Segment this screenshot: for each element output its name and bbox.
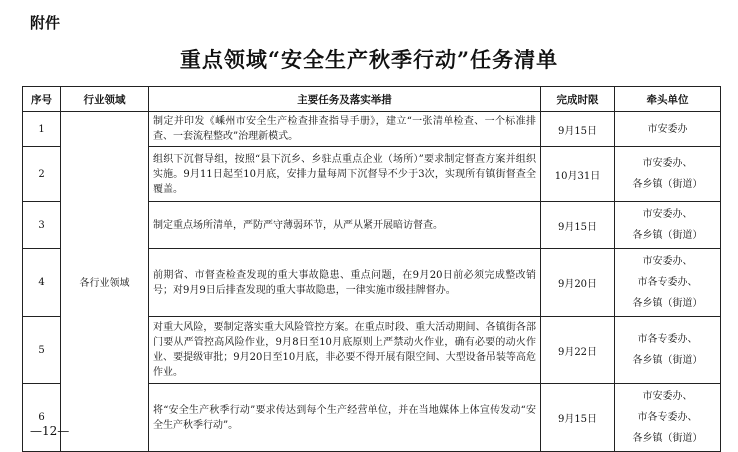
field-cell: 各行业领域: [61, 112, 149, 452]
lead-unit-line: 市安委办、: [642, 391, 693, 402]
row-no: 5: [23, 317, 61, 384]
row-no: 3: [23, 202, 61, 249]
deadline-cell: 9月22日: [541, 317, 615, 384]
task-cell: 组织下沉督导组，按照“县下沉乡、乡驻点重点企业（场所）”要求制定督查方案并组织实施。9月11日起至10月底，安排力量每周下沉督导不少于3次，实现所有镇街督查全覆盖。: [149, 147, 541, 202]
task-cell: 将“安全生产秋季行动”要求传达到每个生产经营单位，并在当地媒体上体宣传发动“安全生产秋季行动”。: [149, 384, 541, 452]
lead-unit-line: 各乡镇（街道）: [632, 298, 703, 309]
header-tasks: 主要任务及落实举措: [149, 87, 541, 112]
task-cell: 制定并印发《嵊州市安全生产检查排查指导手册》，建立“一张清单检查、一个标准排查、一套流程整改”治理新模式。: [149, 112, 541, 147]
lead-unit-line: 各乡镇（街道）: [632, 355, 703, 366]
attachment-label: 附件: [30, 14, 61, 32]
deadline-cell: 10月31日: [541, 147, 615, 202]
document-title: 重点领域“安全生产秋季行动”任务清单: [179, 47, 559, 72]
header-no: 序号: [23, 87, 61, 112]
page-number: —12—: [30, 424, 70, 438]
lead-unit-line: 市安委办、: [642, 158, 693, 169]
table-row: [23, 112, 721, 147]
header-lead-unit: 牵头单位: [615, 87, 721, 112]
lead-unit-cell: [615, 147, 721, 202]
lead-unit-line: 市各专委办、: [637, 412, 698, 423]
table-header-row: [23, 87, 721, 112]
lead-unit-cell: [615, 384, 721, 452]
task-cell: 对重大风险，要制定落实重大风险管控方案。在重点时段、重大活动期间、各镇街各部门要从严管控高风险作业，9月8日至10月底原则上严禁动火作业，确有必要的动火作业、要提级审批；9月20日至10月底，非必要不得开展有限空间、大型设备吊装等高危作业。: [149, 317, 541, 384]
task-cell: 制定重点场所清单，严防严守薄弱环节，从严从紧开展暗访督查。: [149, 202, 541, 249]
lead-unit-line: 市安委办、: [642, 256, 693, 267]
lead-unit-line: 各乡镇（街道）: [632, 433, 703, 444]
lead-unit-cell: [615, 112, 721, 147]
lead-unit-cell: [615, 317, 721, 384]
deadline-cell: 9月15日: [541, 202, 615, 249]
header-field: 行业领域: [61, 87, 149, 112]
lead-unit-line: 市各专委办、: [637, 334, 698, 345]
lead-unit-line: 市安委办: [647, 123, 688, 135]
lead-unit-cell: [615, 249, 721, 317]
row-no: 1: [23, 112, 61, 147]
deadline-cell: 9月15日: [541, 384, 615, 452]
deadline-cell: 9月20日: [541, 249, 615, 317]
lead-unit-line: 各乡镇（街道）: [632, 230, 703, 241]
row-no: 2: [23, 147, 61, 202]
task-list-table: [22, 86, 721, 452]
lead-unit-line: 市安委办、: [642, 209, 693, 220]
row-no: 6: [23, 384, 61, 452]
header-deadline: 完成时限: [541, 87, 615, 112]
lead-unit-cell: [615, 202, 721, 249]
lead-unit-line: 市各专委办、: [637, 277, 698, 288]
lead-unit-line: 各乡镇（街道）: [632, 179, 703, 190]
deadline-cell: 9月15日: [541, 112, 615, 147]
row-no: 4: [23, 249, 61, 317]
task-cell: 前期省、市督查检查发现的重大事故隐患、重点问题，在9月20日前必须完成整改销号；对9月9日后排查发现的重大事故隐患，一律实施市级挂牌督办。: [149, 249, 541, 317]
